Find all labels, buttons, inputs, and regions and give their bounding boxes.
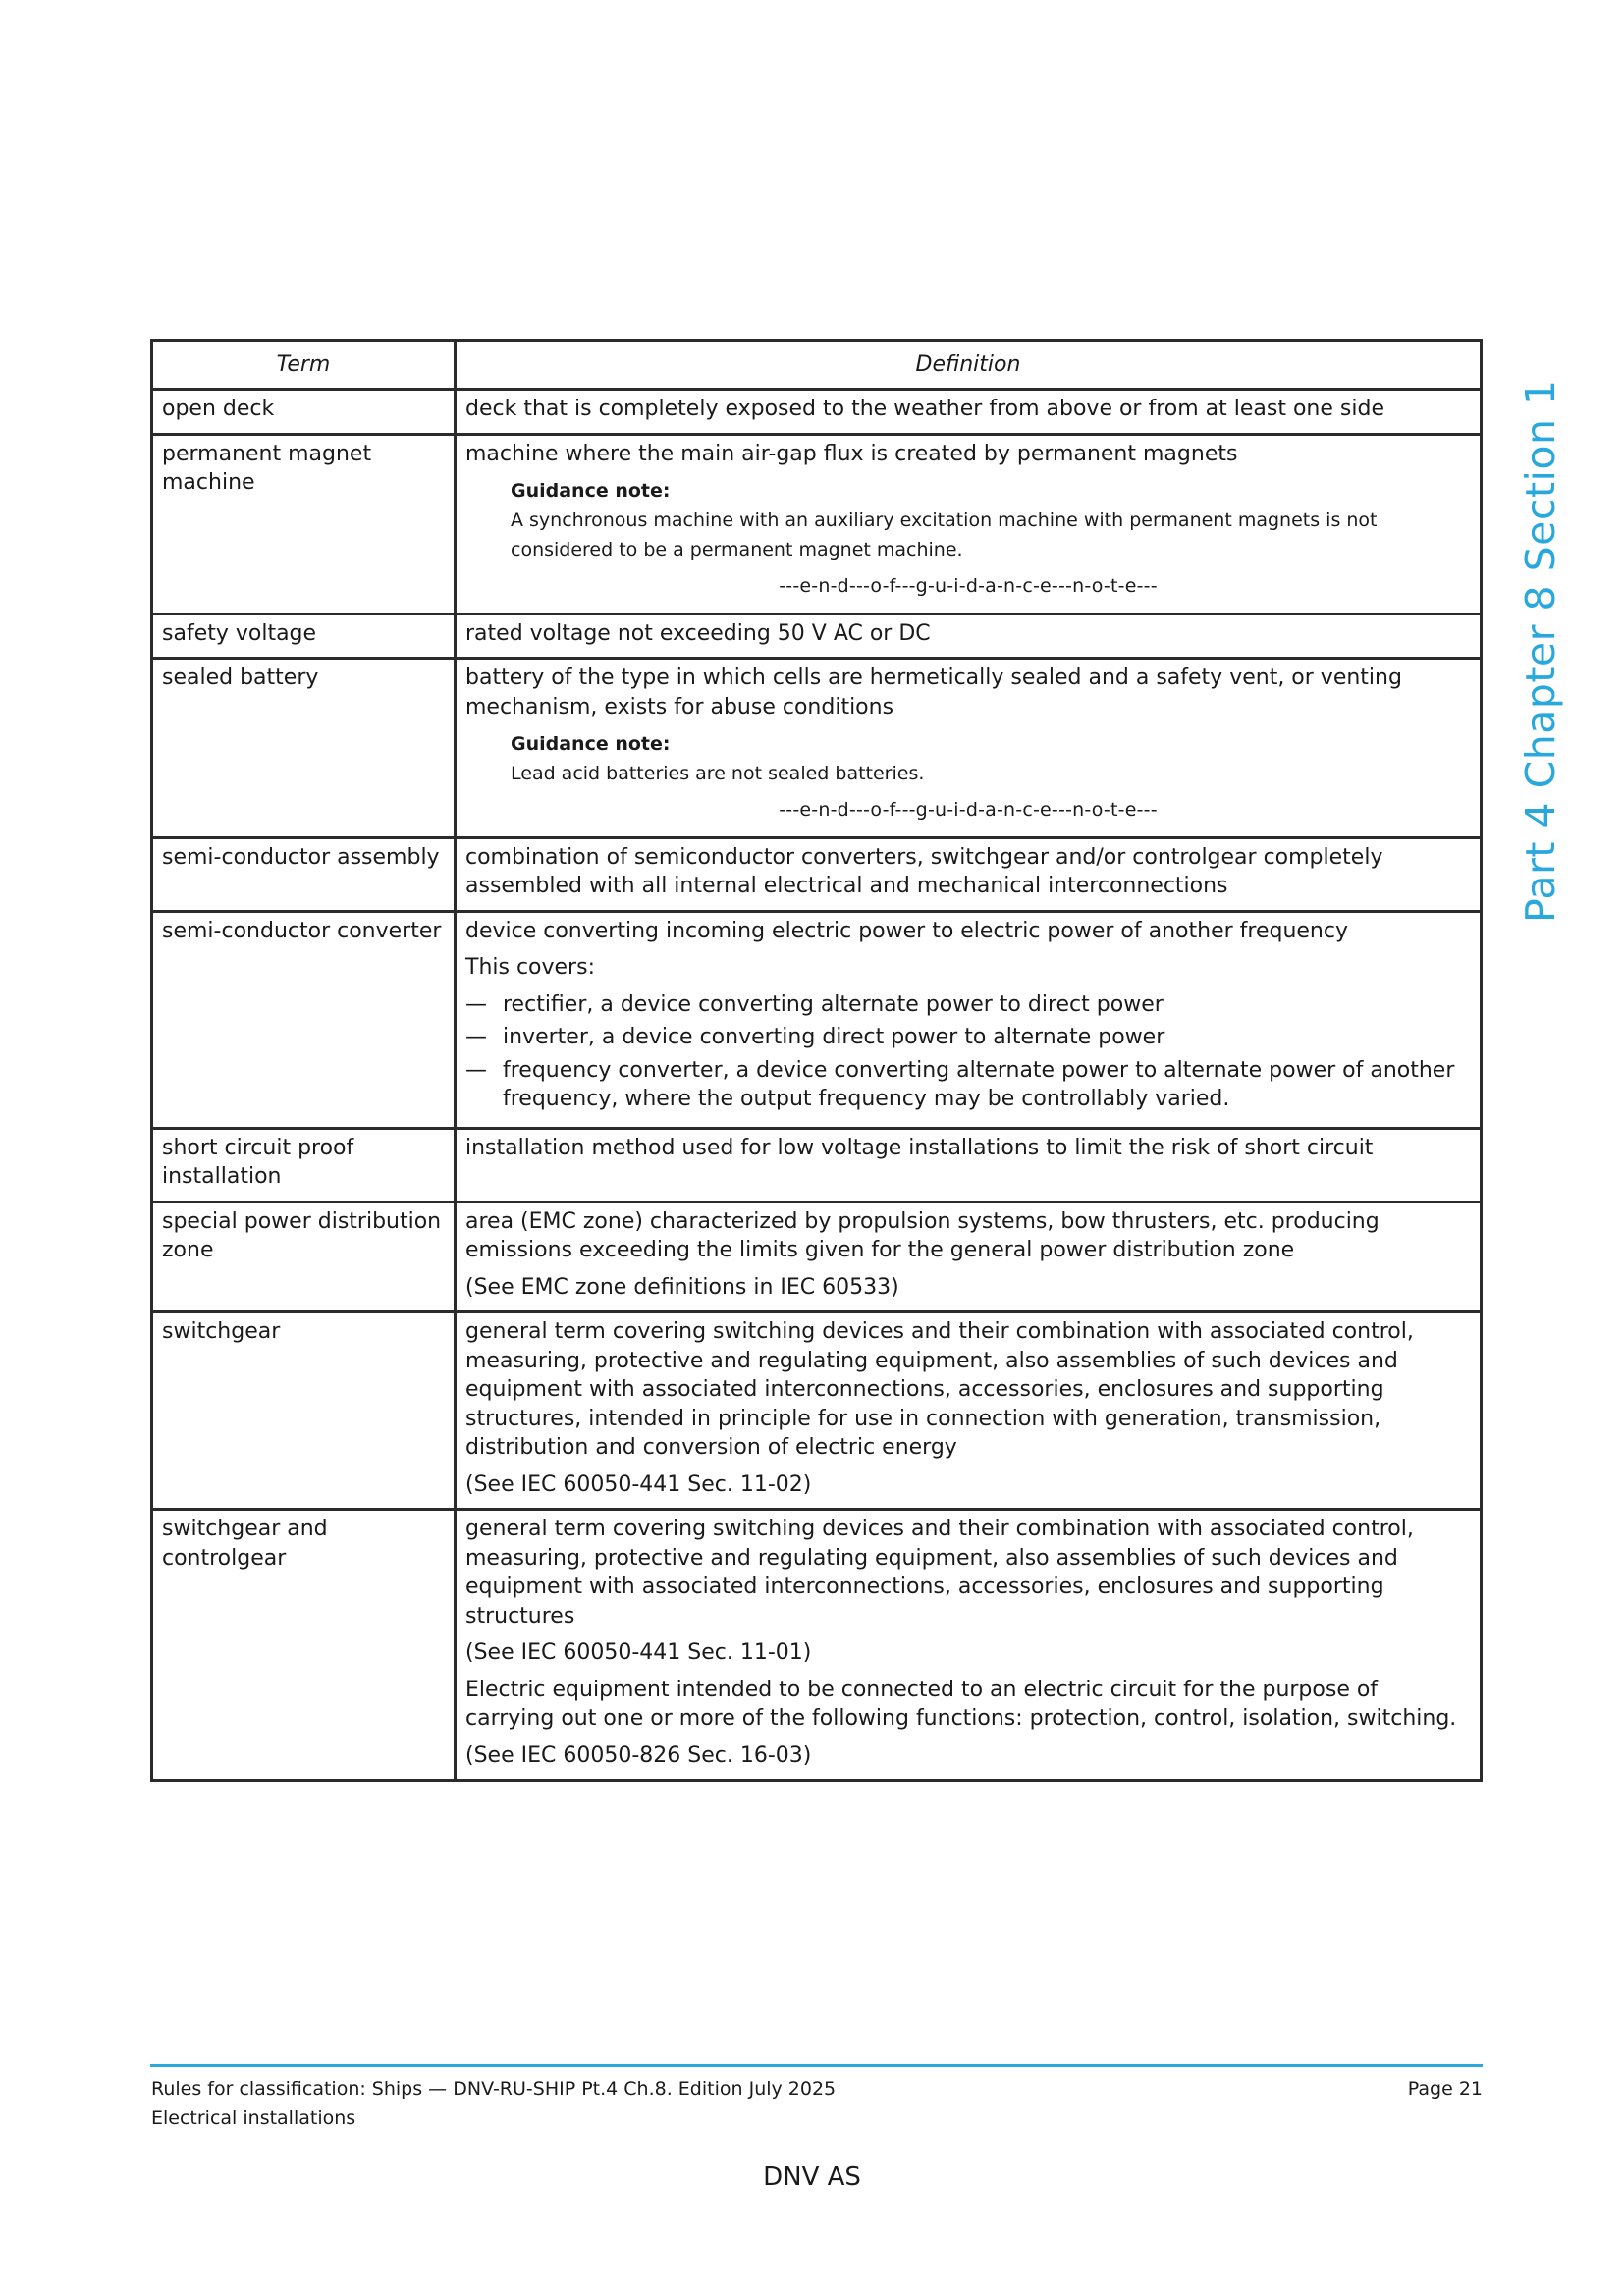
table-row [152, 837, 1482, 911]
definition-cell [456, 614, 1482, 659]
term-cell: semi-conductor assembly [152, 837, 456, 911]
list-item: — rectifier, a device converting alternate power to direct power [465, 990, 1471, 1020]
table-header-row [152, 341, 1482, 390]
table-row [152, 659, 1482, 838]
guidance-note-title: Guidance note: [511, 480, 671, 502]
definition-text: deck that is completely exposed to the weather from above or from at least one side [465, 397, 1384, 421]
guidance-note-text: Lead acid batteries are not sealed batteries. [511, 763, 925, 784]
term-cell: short circuit proof installation [152, 1128, 456, 1201]
guidance-note-end: ---e-n-d---o-f---g-u-i-d-a-n-c-e---n-o-t-e--- [779, 799, 1158, 821]
guidance-note-text: A synchronous machine with an auxiliary excitation machine with permanent magnets is not considered to be a permanent magnet machine. [511, 509, 1378, 561]
table-row [152, 1510, 1482, 1781]
term-cell: safety voltage [152, 614, 456, 659]
reference-text: (See EMC zone definitions in IEC 60533) [465, 1274, 899, 1300]
definition-text: battery of the type in which cells are hermetically sealed and a safety vent, or venting mechanism, exists for abuse conditions [465, 666, 1402, 720]
footer-page-number: Page 21 [1407, 2078, 1483, 2100]
table-row [152, 434, 1482, 614]
definition-text: installation method used for low voltage installations to limit the risk of short circuit [465, 1135, 1374, 1160]
term-cell: special power distribution zone [152, 1201, 456, 1312]
definition-text: device converting incoming electric power to electric power of another frequency [465, 918, 1348, 943]
definition-text: area (EMC zone) characterized by propulsion systems, bow thrusters, etc. producing emissions exceeding the limits given for the general power distribution zone [465, 1208, 1380, 1262]
section-label: Part 4 Chapter 8 Section 1 [1517, 379, 1564, 923]
guidance-note [511, 476, 1471, 564]
definition-text: general term covering switching devices and their combination with associated control, measuring, protective and regulating equipment, also assemblies of such devices and equipment with associated interconnections, accessories, enclosures and supporting structures, intended in principle for use in connection with generation, transmission, distribution and conversion of electric energy [465, 1319, 1414, 1460]
table-row [152, 1128, 1482, 1201]
guidance-note [511, 729, 1471, 788]
term-column-header: Term [152, 341, 456, 390]
term-cell: sealed battery [152, 659, 456, 838]
list-item: — inverter, a device converting direct power to alternate power [465, 1023, 1471, 1052]
term-cell: switchgear [152, 1312, 456, 1510]
table-row [152, 614, 1482, 659]
definition-text: rated voltage not exceeding 50 V AC or DC [465, 620, 931, 646]
term-cell: open deck [152, 390, 456, 435]
table-row [152, 1312, 1482, 1510]
guidance-note-title: Guidance note: [511, 733, 671, 755]
table-row [152, 1201, 1482, 1312]
definition-text: general term covering switching devices and their combination with associated control, measuring, protective and regulating equipment, also assemblies of such devices and equipment with associated interconnections, accessories, enclosures and supporting structures [465, 1517, 1414, 1629]
definition-cell [456, 1128, 1482, 1201]
definition-text: machine where the main air-gap flux is created by permanent magnets [465, 441, 1238, 466]
definition-cell [456, 837, 1482, 911]
footer-document-reference: Rules for classification: Ships — DNV-RU-SHIP Pt.4 Ch.8. Edition July 2025 [151, 2078, 837, 2100]
footer-document-title: Electrical installations [151, 2108, 356, 2129]
guidance-note-end: ---e-n-d---o-f---g-u-i-d-a-n-c-e---n-o-t-e--- [779, 575, 1158, 597]
reference-text: (See IEC 60050-441 Sec. 11-02) [465, 1471, 812, 1497]
definition-cell [456, 1312, 1482, 1510]
definition-cell [456, 1510, 1482, 1781]
definition-list [465, 990, 1471, 1114]
table-row [152, 390, 1482, 435]
term-cell: permanent magnet machine [152, 434, 456, 614]
reference-text: (See IEC 60050-826 Sec. 16-03) [465, 1742, 812, 1768]
term-cell: semi-conductor converter [152, 911, 456, 1128]
definition-cell [456, 911, 1482, 1128]
definition-cell [456, 434, 1482, 614]
definitions-table [150, 339, 1483, 1782]
term-cell: switchgear and controlgear [152, 1510, 456, 1781]
definition-text: combination of semiconductor converters, switchgear and/or controlgear completely assembled with all internal electrical and mechanical interconnections [465, 844, 1383, 898]
footer-company: DNV AS [763, 2163, 861, 2192]
definition-text: This covers: [465, 955, 595, 980]
definition-cell [456, 390, 1482, 435]
definition-column-header: Definition [456, 341, 1482, 390]
definition-cell [456, 1201, 1482, 1312]
footer-divider [150, 2064, 1483, 2067]
list-item: — frequency converter, a device converting alternate power to alternate power of another frequency, where the output frequency may be controllably varied. [465, 1056, 1471, 1114]
definition-text: Electric equipment intended to be connected to an electric circuit for the purpose of carrying out one or more of the following functions: protection, control, isolation, switching. [465, 1677, 1457, 1731]
reference-text: (See IEC 60050-441 Sec. 11-01) [465, 1640, 812, 1665]
definition-cell [456, 659, 1482, 838]
table-row [152, 911, 1482, 1128]
